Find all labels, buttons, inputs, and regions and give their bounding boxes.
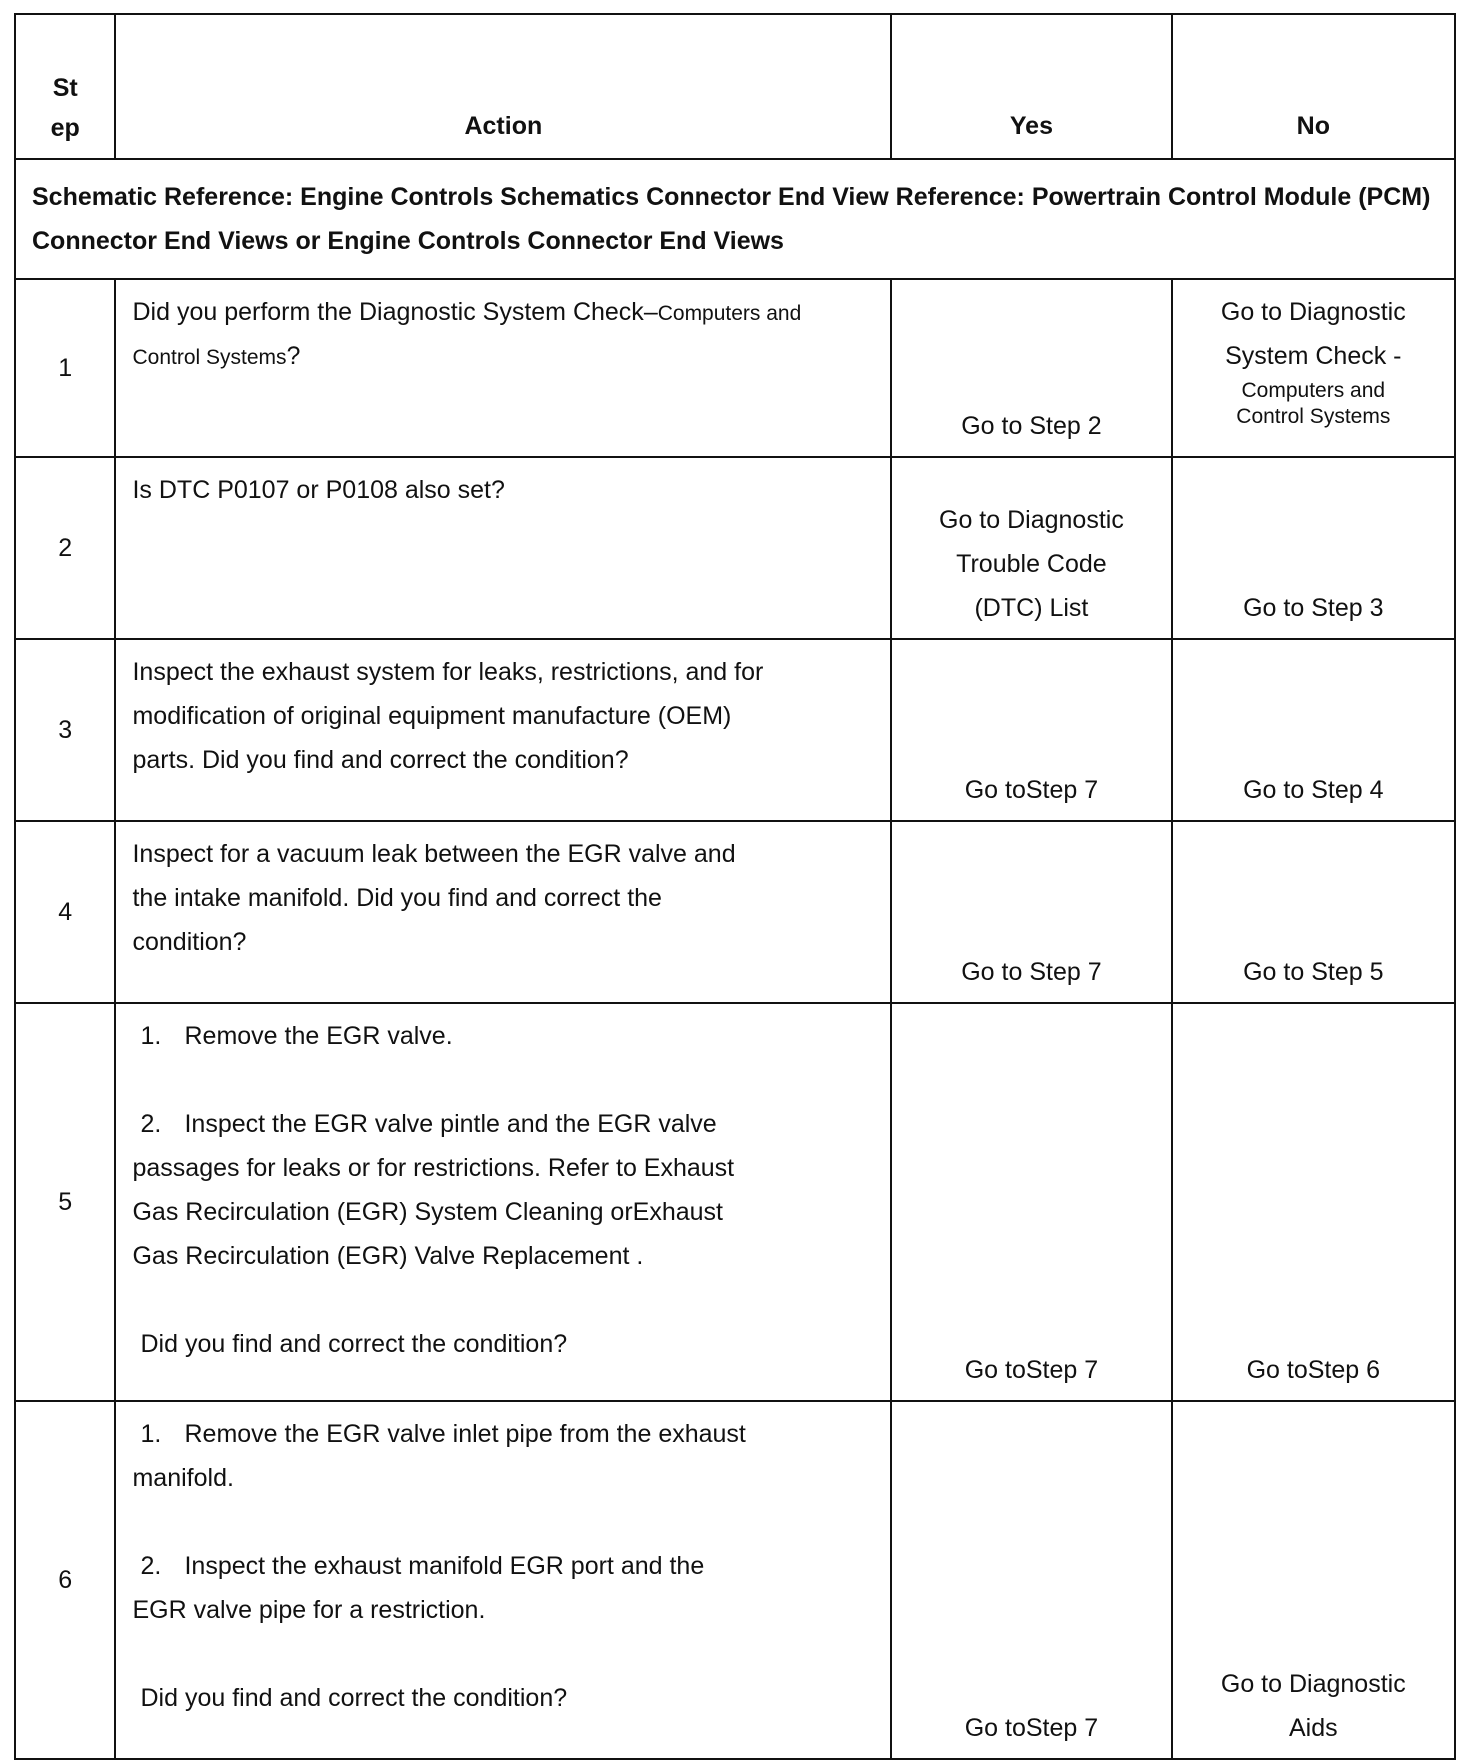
action-cell: Inspect for a vacuum leak between the EGR valve and the intake manifold. Did you find and correct the condition? [115,821,891,1003]
table-row [15,639,1455,821]
no-cell [1172,279,1455,457]
link-egr-cleaning[interactable]: Gas Recirculation (EGR) System Cleaning orExhaust [132,1198,723,1226]
yes-cell [891,821,1171,1003]
no-cell [1172,1401,1455,1759]
link-go-to-step-4[interactable]: Go to Step 4 [1243,776,1384,804]
link-go-to-step-2[interactable]: Go to Step 2 [961,412,1102,440]
step-number: 3 [15,639,115,821]
action-cell: Inspect the exhaust system for leaks, restrictions, and for modification of original equipment manufacture (OEM) parts. Did you find and correct the condition? [115,639,891,821]
step-number: 1 [15,279,115,457]
link-go-to-step-7[interactable]: Go to Step 7 [961,958,1102,986]
reference-row [15,159,1455,279]
table-row [15,1003,1455,1401]
no-cell [1172,821,1455,1003]
link-go-to-step-7[interactable]: Go toStep 7 [964,776,1099,804]
link-computers-control-systems[interactable]: Computers and Control Systems [132,302,802,369]
no-cell [1172,457,1455,639]
header-step: St ep [15,14,115,159]
step-number: 2 [15,457,115,639]
diagnostic-table [14,13,1456,1760]
header-action: Action [115,14,891,159]
link-go-to-step-3[interactable]: Go to Step 3 [1243,594,1384,622]
link-dtc-list[interactable]: Go to Diagnostic Trouble Code (DTC) List [939,506,1124,622]
yes-cell [891,639,1171,821]
schematic-reference: Schematic Reference: Engine Controls Schematics Connector End View Reference: Powertrain Control Module (PCM) Connector End Views or Engine Controls Connector End Views [15,159,1455,279]
header-yes: Yes [891,14,1171,159]
action-cell: 1. Remove the EGR valve inlet pipe from the exhaust manifold. 2. Inspect the exhaust manifold EGR port and the EGR valve pipe for a restriction. Did you find and correct the condition? [115,1401,891,1759]
table-header-row [15,14,1455,159]
link-go-to-step-7[interactable]: Go toStep 7 [964,1714,1099,1742]
link-go-to-step-5[interactable]: Go to Step 5 [1243,958,1384,986]
table-row [15,457,1455,639]
link-go-to-step-6[interactable]: Go toStep 6 [1246,1356,1381,1384]
step-number: 6 [15,1401,115,1759]
no-cell [1172,1003,1455,1401]
yes-cell [891,279,1171,457]
table-row [15,1401,1455,1759]
action-cell: Is DTC P0107 or P0108 also set? [115,457,891,639]
action-cell: 1. Remove the EGR valve. 2. Inspect the EGR valve pintle and the EGR valve passages for leaks or for restrictions. Refer to Exhaust Gas Recirculation (EGR) System Cleaning orExhaust Gas Recirculation (EGR) Valve Replacement . Did you find and correct the condition? [115,1003,891,1401]
action-cell: Did you perform the Diagnostic System Check–Computers and Control Systems? [115,279,891,457]
link-go-to-step-7[interactable]: Go toStep 7 [964,1356,1099,1384]
table-row [15,279,1455,457]
no-cell [1172,639,1455,821]
header-no: No [1172,14,1455,159]
yes-cell [891,1401,1171,1759]
yes-cell [891,1003,1171,1401]
table-row [15,821,1455,1003]
step-number: 4 [15,821,115,1003]
link-egr-valve-replacement[interactable]: Gas Recirculation (EGR) Valve Replacement . [132,1242,644,1270]
yes-cell [891,457,1171,639]
step-number: 5 [15,1003,115,1401]
link-diagnostic-aids[interactable]: Go to Diagnostic Aids [1220,1670,1406,1742]
link-diagnostic-system-check[interactable]: Go to Diagnostic System Check - Computers and Control Systems [1220,298,1406,428]
